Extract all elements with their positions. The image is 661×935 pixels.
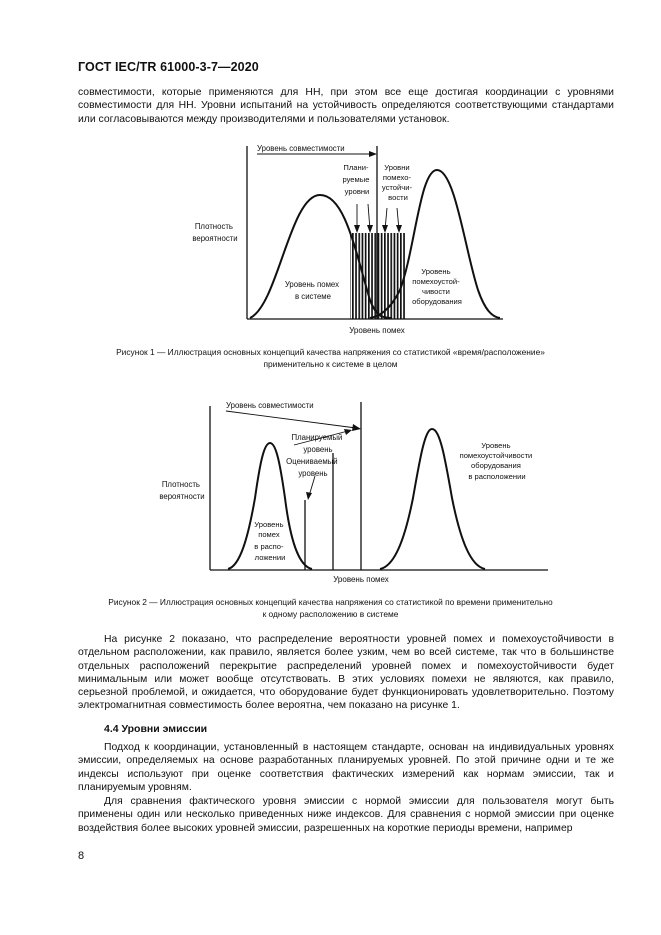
figure-2: [0, 398, 661, 588]
fig1-compat-label: Уровень совместимости: [257, 144, 345, 153]
section-title: 4.4 Уровни эмиссии: [104, 723, 208, 735]
fig2-y-axis-label: Плотность вероятности: [159, 480, 205, 501]
intro-paragraph: совместимости, которые применяются для НН, при этом все еще достигая координации с уровнями совместимости для НН. Уровни испытаний на устойчивость определяются соответствующими стандартами или согласовываются между производителями и пользователями установок.: [78, 87, 614, 125]
fig2-x-axis-label: Уровень помех: [333, 575, 389, 584]
fig2-equipment-label: Уровень помехоустойчивости оборудования в расположении: [459, 441, 533, 481]
figure-1-caption-line: применительно к системе в целом: [263, 358, 398, 369]
figure-2-caption-line: к одному расположению в системе: [262, 608, 399, 619]
fig1-y-axis-label: Плотность вероятности: [192, 222, 238, 243]
fig1-disturbance-label: Уровень помех в системе: [284, 280, 340, 301]
paragraph-figure-2: На рисунке 2 показано, что распределение вероятности уровней помех и помехоустойчивости в отдельном расположении, как правило, является более узким, чем во всей системе, так что в большинстве отдельных расположений перекрытие распределений уровней помех и помехоустойчивости будет минимальным или может вообще отсутствовать. В этих условиях помехи не являются, как правило, серьезной проблемой, и ожидается, что оборудование будет функционировать удовлетворительно. Поэтому электромагнитная совместимость более вероятна, чем показано на рисунке 1.: [78, 634, 614, 712]
document-header: ГОСТ IEC/TR 61000-3-7—2020: [78, 60, 259, 74]
fig2-planned-label: Планируемый уровень: [291, 433, 343, 454]
figure-1: [0, 140, 661, 340]
fig2-assessed-label: Оцениваемый уровень: [286, 457, 338, 478]
page-number: 8: [78, 850, 85, 862]
figure-2-caption-line: Рисунок 2 — Иллюстрация основных концепций качества напряжения со статистикой по времени применительно: [108, 597, 553, 607]
fig1-x-axis-label: Уровень помех: [349, 326, 405, 335]
fig2-compat-label: Уровень совместимости: [226, 401, 314, 410]
fig1-immunity-label: Уровни помехо- устойчи- вости: [381, 163, 412, 202]
figure-1-caption: [60, 347, 601, 370]
figure-1-caption-line: Рисунок 1 — Иллюстрация основных концепций качества напряжения со статистикой «время/расположение»: [116, 347, 545, 357]
figure-2-caption: [60, 597, 601, 620]
fig1-planned-label: Плани- руемые уровни: [342, 163, 370, 196]
fig2-disturbance-label: Уровень помех в распо- ложении: [254, 520, 286, 562]
fig1-equipment-label: Уровень помехоустой- чивости оборудования: [412, 267, 462, 306]
paragraph-emission-2: Для сравнения фактического уровня эмиссии с нормой эмиссии для пользователя могут быть применены один или несколько приведенных ниже индексов. Для сравнения с нормой эмиссии при оценке воздействия более высоких уровней эмиссии, разрешенных на короткие периоды времени, например: [78, 796, 614, 834]
paragraph-emission-1: Подход к координации, установленный в настоящем стандарте, основан на индивидуальных уровнях эмиссии, определяемых на основе разработанных планируемых уровней. По этой причине одни и те же индексы используют при оценке соответствия фактических измерений как нормам эмиссии, так и планируемым уровням.: [78, 742, 614, 793]
